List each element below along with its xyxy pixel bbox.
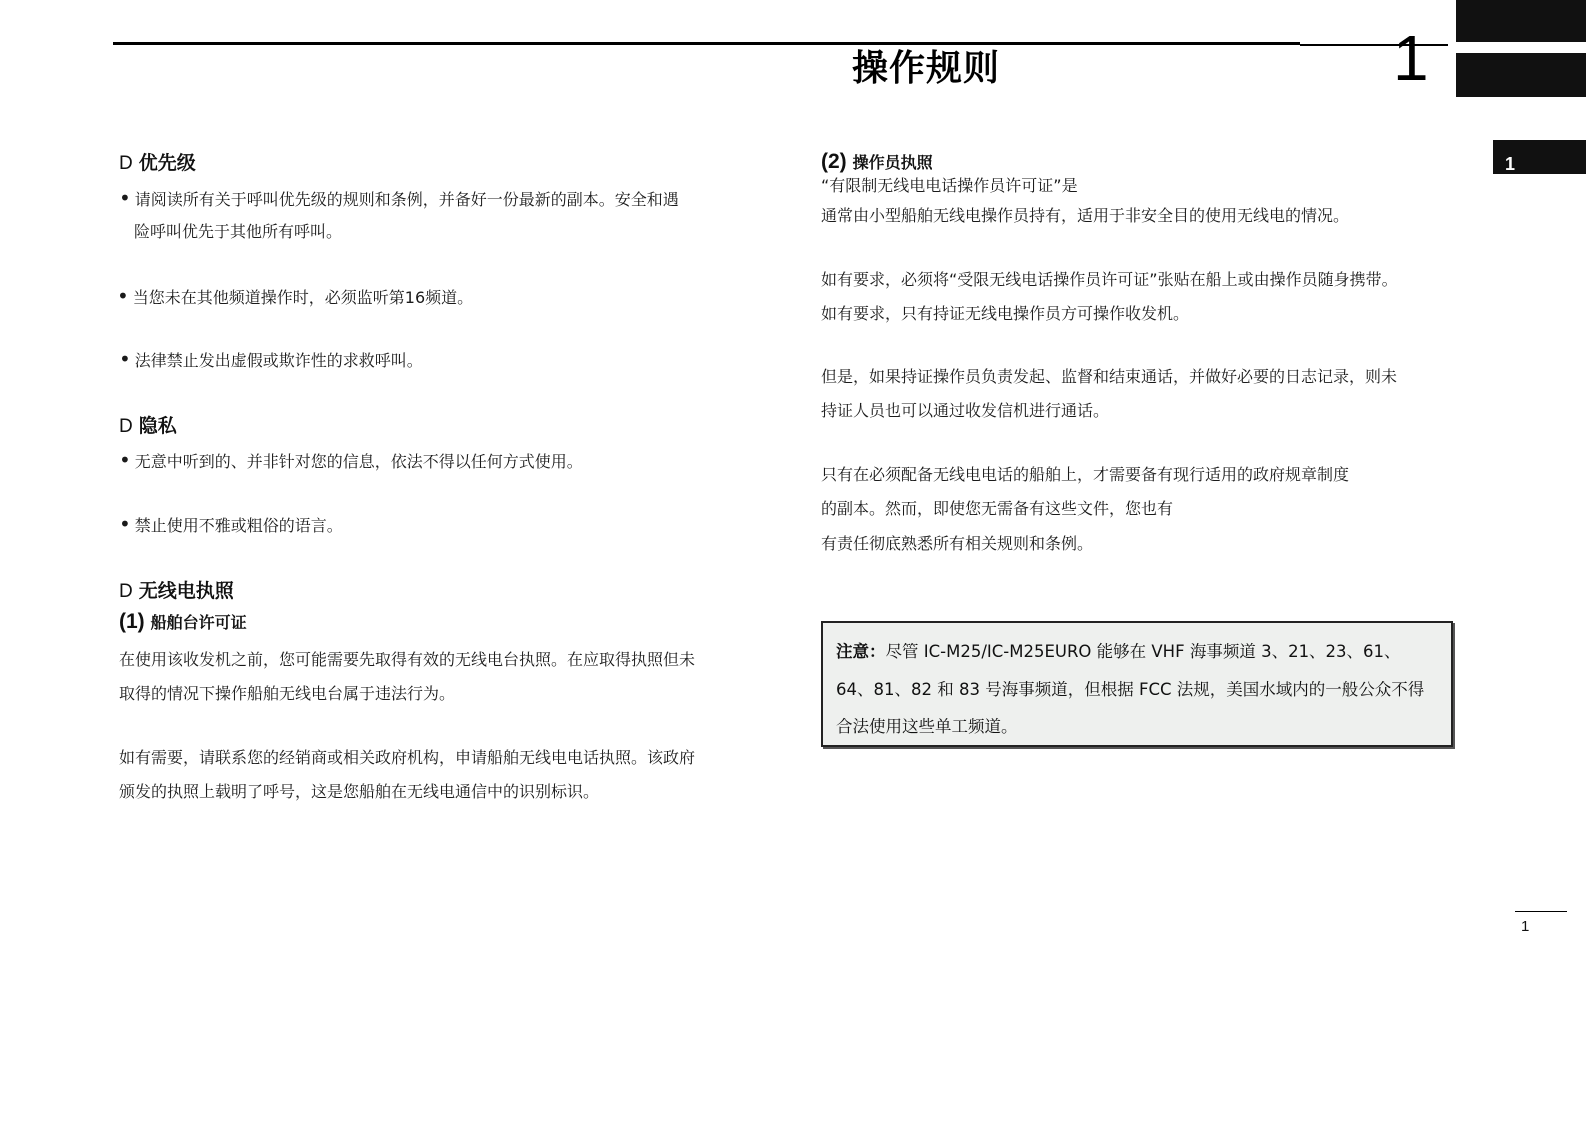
section-title: 隐私 <box>138 415 177 437</box>
bullet-dot: • <box>119 512 131 536</box>
chapter-number: 1 <box>1393 22 1429 94</box>
bullet-dot: • <box>117 284 129 308</box>
bullet-dot: • <box>119 448 131 472</box>
subheading-number: (2) <box>821 150 847 173</box>
section-marker: D <box>119 416 133 437</box>
paragraph-line: 在使用该收发机之前，您可能需要先取得有效的无线电台执照。在应取得执照但未 <box>119 650 696 669</box>
list-item <box>119 443 583 479</box>
section-heading-privacy <box>119 411 177 438</box>
list-item-text: 当您未在其他频道操作时，必须监听第16频道。 <box>132 288 474 307</box>
note-line: 尽管 IC-M25/IC-M25EURO 能够在 VHF 海事频道 3、21、23、61、 <box>885 642 1401 661</box>
list-item-text: 禁止使用不雅或粗俗的语言。 <box>134 516 343 535</box>
list-item-text: 法律禁止发出虚假或欺诈性的求救呼叫。 <box>134 351 423 370</box>
note-box <box>821 621 1453 747</box>
page-number: 1 <box>1521 918 1530 935</box>
subheading-number: (1) <box>119 610 145 633</box>
paragraph-line: 只有在必须配备无线电电话的船舶上，才需要备有现行适用的政府规章制度 <box>821 465 1350 484</box>
section-heading-radio-license <box>119 576 234 603</box>
bullet-dot: • <box>119 347 131 371</box>
section-marker: D <box>119 581 133 602</box>
subheading-title: 船舶台许可证 <box>150 613 247 632</box>
paragraph-line: “有限制无线电电话操作员许可证”是 <box>821 176 1078 195</box>
list-item <box>119 342 423 378</box>
page-title: 操作规则 <box>852 48 1001 89</box>
paragraph-line: 但是，如果持证操作员负责发起、监督和结束通话，并做好必要的日志记录，则未 <box>821 367 1398 386</box>
paragraph-line: 持证人员也可以通过收发信机进行通话。 <box>821 401 1110 420</box>
list-item-text: 请阅读所有关于呼叫优先级的规则和条例，并备好一份最新的副本。安全和遇 <box>134 190 679 209</box>
paragraph-line: 如有要求，必须将“受限无线电话操作员许可证”张贴在船上或由操作员随身携带。 <box>821 270 1398 289</box>
side-chapter-tab <box>1493 140 1586 174</box>
paragraph-line: 如有需要，请联系您的经销商或相关政府机构，申请船舶无线电电话执照。该政府 <box>119 748 696 767</box>
paragraph-line: 通常由小型船舶无线电操作员持有，适用于非安全目的使用无线电的情况。 <box>821 206 1350 225</box>
bullet-dot: • <box>119 186 131 210</box>
section-title: 无线电执照 <box>138 580 234 602</box>
paragraph-line: 如有要求，只有持证无线电操作员方可操作收发机。 <box>821 304 1190 323</box>
note-text <box>836 633 1424 746</box>
note-label: 注意： <box>836 642 886 661</box>
paragraph-line: 取得的情况下操作船舶无线电台属于违法行为。 <box>119 684 456 703</box>
paragraph-line: 颁发的执照上载明了呼号，这是您船舶在无线电通信中的识别标识。 <box>119 782 600 801</box>
note-line: 合法使用这些单工频道。 <box>836 717 1018 736</box>
side-tab-label: 1 <box>1505 154 1516 174</box>
section-heading-priority <box>119 148 196 175</box>
list-item <box>119 507 343 543</box>
list-item-continuation: 险呼叫优先于其他所有呼叫。 <box>134 222 343 241</box>
subheading-title: 操作员执照 <box>852 153 933 172</box>
subheading-station-license <box>119 610 247 634</box>
list-item <box>119 181 679 217</box>
chapter-tab-top <box>1456 0 1586 42</box>
section-title: 优先级 <box>138 152 196 174</box>
list-item <box>117 279 473 315</box>
note-line: 64、81、82 和 83 号海事频道，但根据 FCC 法规，美国水域内的一般公众不得 <box>836 679 1425 699</box>
paragraph-line: 有责任彻底熟悉所有相关规则和条例。 <box>821 534 1094 553</box>
section-marker: D <box>119 153 133 174</box>
list-item-text: 无意中听到的、并非针对您的信息，依法不得以任何方式使用。 <box>134 452 583 471</box>
paragraph-line: 的副本。然而，即使您无需备有这些文件，您也有 <box>821 499 1174 518</box>
header-rule <box>113 42 1300 45</box>
chapter-tab-bottom <box>1456 53 1586 97</box>
footer-rule <box>1515 911 1567 912</box>
